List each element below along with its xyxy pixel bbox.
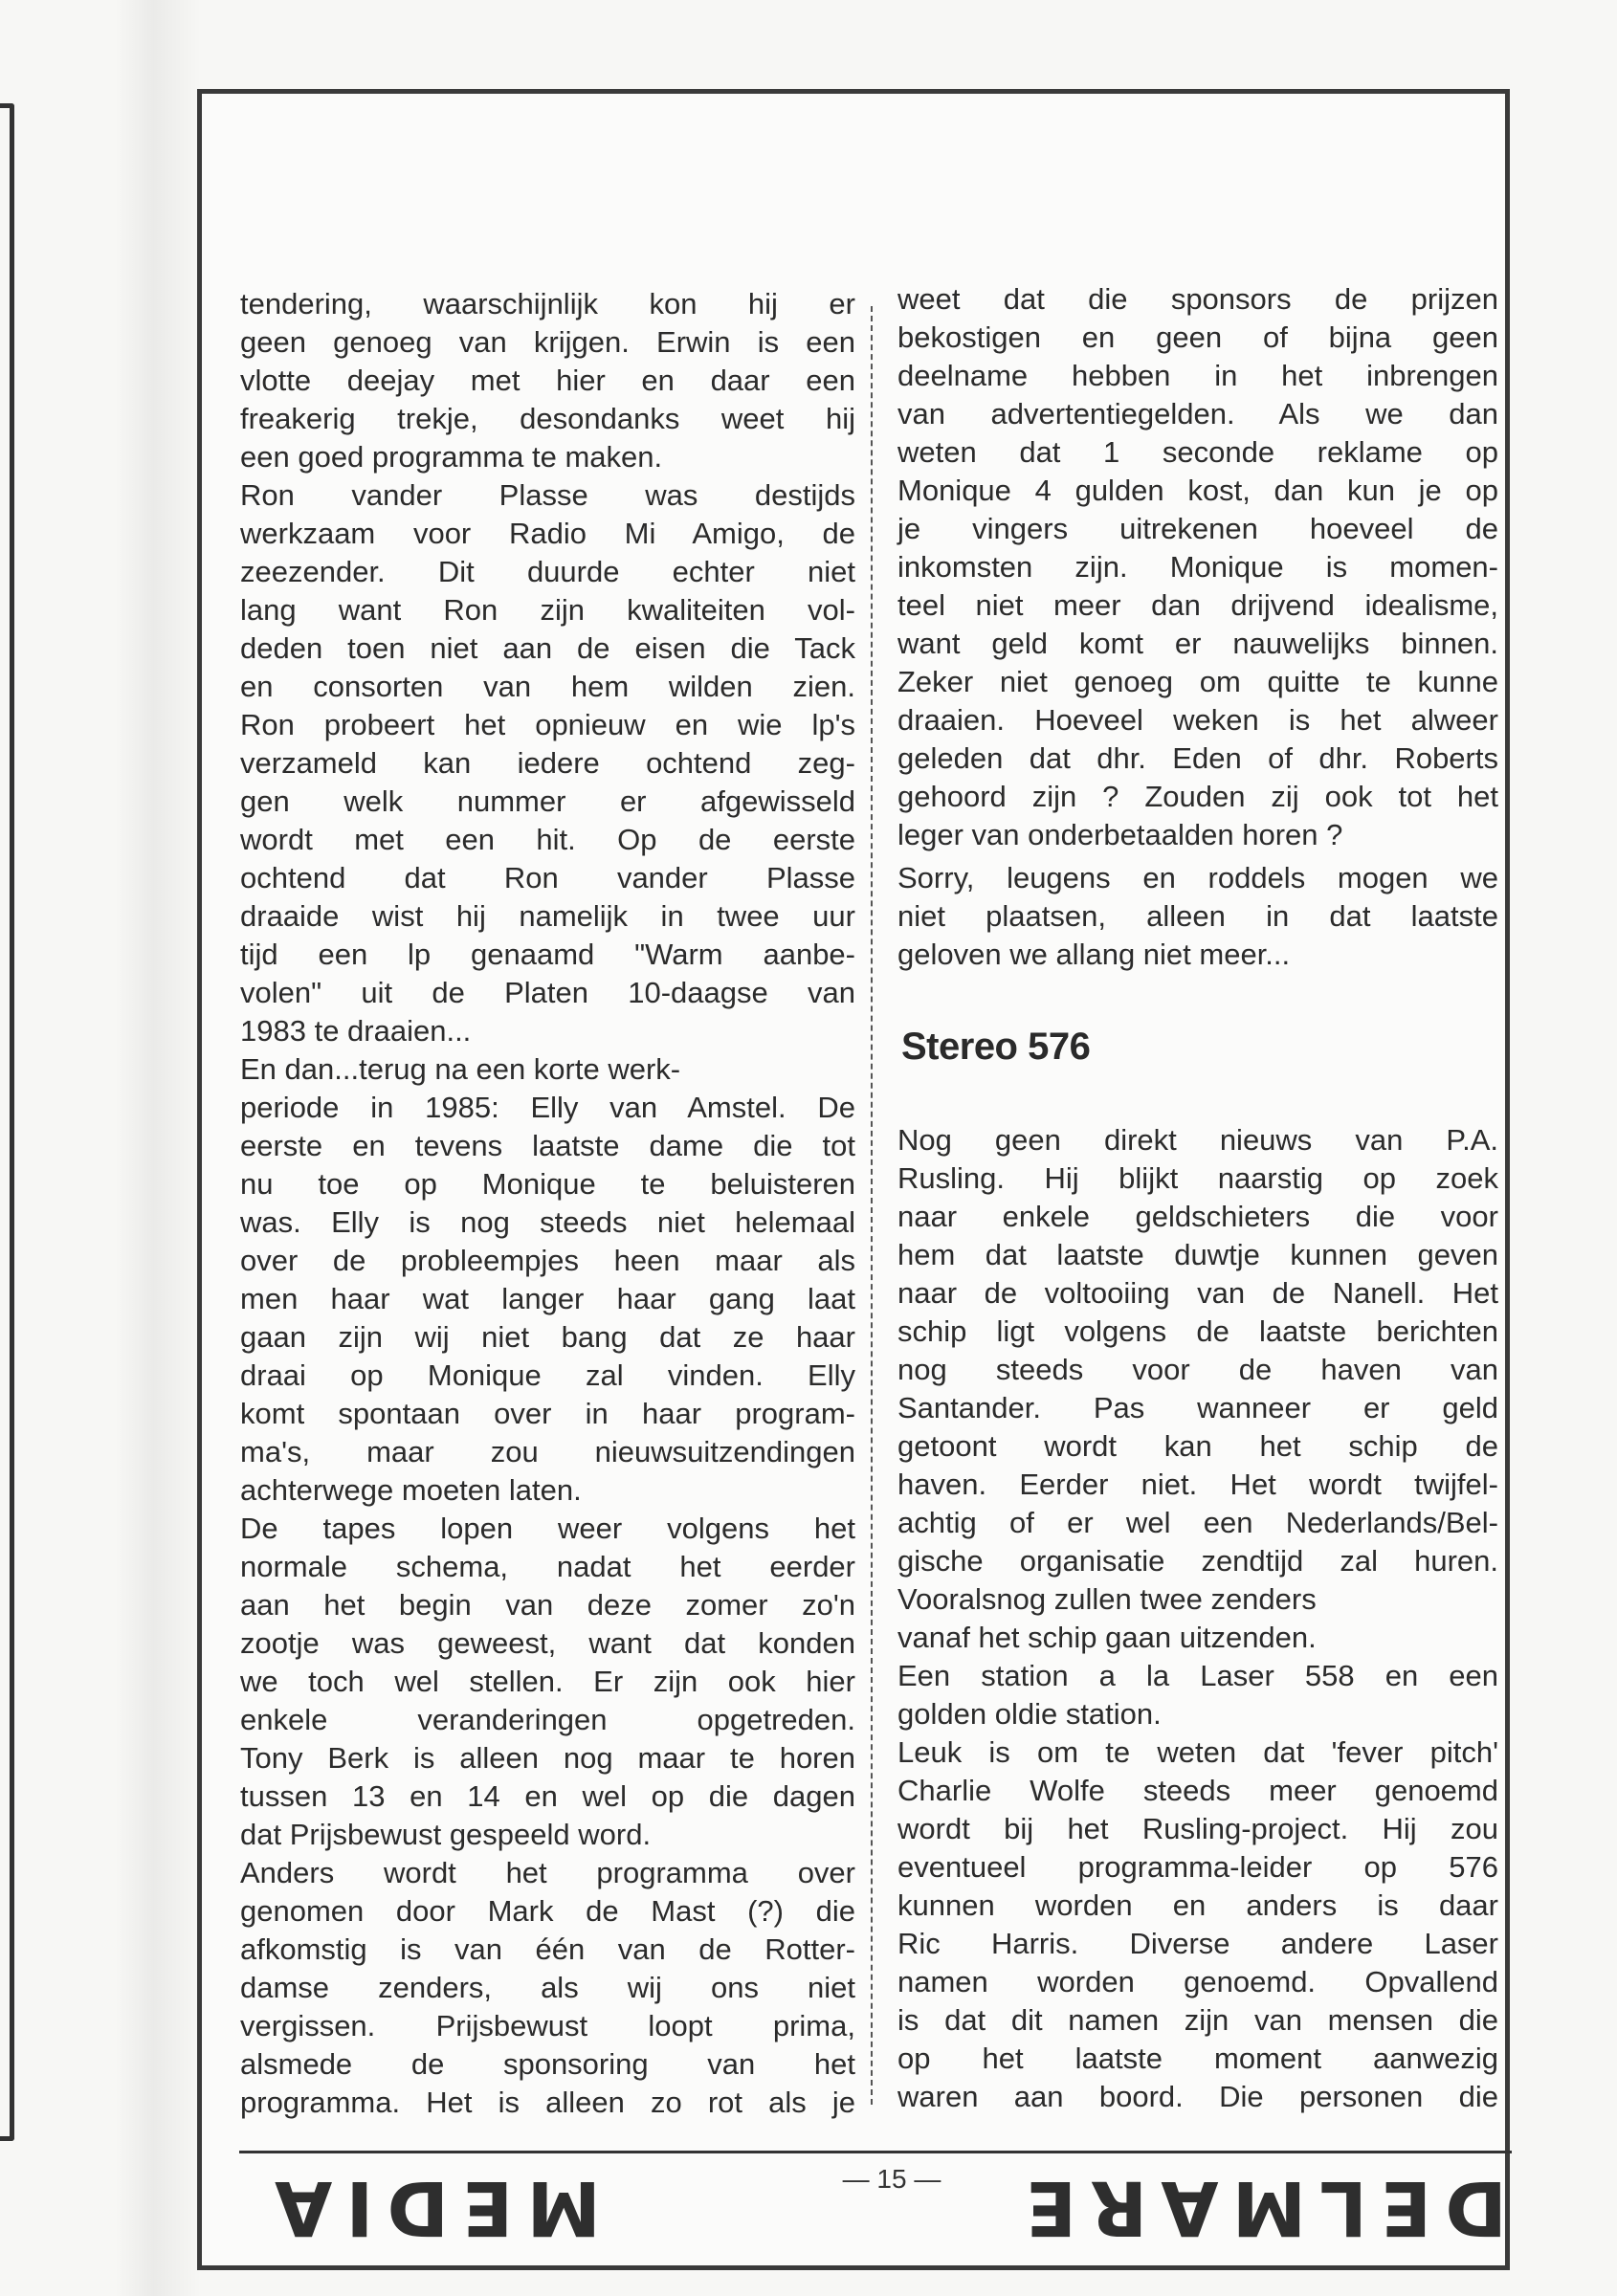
- text-line: niet plaatsen, alleen in dat laatste: [897, 899, 1498, 933]
- text-line: haven. Eerder niet. Het wordt twijfel-: [897, 1468, 1498, 1501]
- text-line: gische organisatie zendtijd zal huren.: [897, 1544, 1498, 1578]
- text-line: En dan...terug na een korte werk-: [240, 1052, 681, 1086]
- text-line: weten dat 1 seconde reklame op: [897, 435, 1498, 469]
- text-line: draaide wist hij namelijk in twee uur: [240, 899, 855, 933]
- page-gutter-shadow: [115, 0, 201, 2296]
- text-line: Nog geen direkt nieuws van P.A.: [897, 1123, 1498, 1157]
- text-line: enkele veranderingen opgetreden.: [240, 1703, 855, 1736]
- text-line: en consorten van hem wilden zien.: [240, 670, 855, 703]
- text-line: komt spontaan over in haar program-: [240, 1397, 855, 1430]
- text-line: waren aan boord. Die personen die: [897, 2080, 1498, 2113]
- text-line: weet dat die sponsors de prijzen: [897, 282, 1498, 316]
- text-line: tijd een lp genaamd "Warm aanbe-: [240, 938, 855, 971]
- text-line: vanaf het schip gaan uitzenden.: [897, 1621, 1317, 1654]
- text-line: Charlie Wolfe steeds meer genoemd: [897, 1774, 1498, 1807]
- text-line: genomen door Mark de Mast (?) die: [240, 1894, 855, 1928]
- text-line: eerste en tevens laatste dame die tot: [240, 1129, 855, 1162]
- text-line: getoont wordt kan het schip de: [897, 1429, 1498, 1463]
- text-line: van advertentiegelden. Als we dan: [897, 397, 1498, 430]
- delmare-logo-text: DELMARE: [1011, 2164, 1507, 2250]
- column-divider: [871, 306, 873, 2105]
- text-line: alsmede de sponsoring van het: [240, 2047, 855, 2081]
- text-line: Zeker niet genoeg om quitte te kunne: [897, 665, 1498, 698]
- text-line: nu toe op Monique te beluisteren: [240, 1167, 855, 1201]
- text-line: wordt bij het Rusling-project. Hij zou: [897, 1812, 1498, 1845]
- text-line: deelname hebben in het inbrengen: [897, 359, 1498, 392]
- text-line: naar enkele geldschieters die voor: [897, 1200, 1498, 1233]
- page-number: — 15 —: [842, 2164, 941, 2194]
- text-line: een goed programma te maken.: [240, 440, 663, 474]
- text-line: Sorry, leugens en roddels mogen we: [897, 861, 1498, 894]
- text-line: gehoord zijn ? Zouden zij ook tot het: [897, 780, 1498, 813]
- text-line: Santander. Pas wanneer er geld: [897, 1391, 1498, 1424]
- text-line: achterwege moeten laten.: [240, 1473, 582, 1507]
- text-line: Leuk is om te weten dat 'fever pitch': [897, 1735, 1498, 1769]
- delmare-logo: [1011, 2164, 1507, 2250]
- text-line: programma. Het is alleen zo rot als je: [240, 2086, 855, 2119]
- text-line: ochtend dat Ron vander Plasse: [240, 861, 855, 894]
- text-line: geen genoeg van krijgen. Erwin is een: [240, 325, 855, 359]
- text-line: Rusling. Hij blijkt naarstig op zoek: [897, 1161, 1498, 1195]
- text-line: is dat dit namen zijn van mensen die: [897, 2003, 1498, 2037]
- text-line: normale schema, nadat het eerder: [240, 1550, 855, 1583]
- text-line: lang want Ron zijn kwaliteiten vol-: [240, 593, 855, 627]
- text-line: geleden dat dhr. Eden of dhr. Roberts: [897, 741, 1498, 775]
- text-line: aan het begin van deze zomer zo'n: [240, 1588, 855, 1622]
- text-line: want geld komt er nauwelijks binnen.: [897, 627, 1498, 660]
- text-line: vlotte deejay met hier en daar een: [240, 364, 855, 397]
- text-line: nog steeds voor de haven van: [897, 1353, 1498, 1386]
- text-line: freakerig trekje, desondanks weet hij: [240, 402, 855, 435]
- text-line: namen worden genoemd. Opvallend: [897, 1965, 1498, 1998]
- text-line: schip ligt volgens de laatste berichten: [897, 1314, 1498, 1348]
- text-line: deden toen niet aan de eisen die Tack: [240, 631, 855, 665]
- text-line: men haar wat langer haar gang laat: [240, 1282, 855, 1315]
- text-line: gen welk nummer er afgewisseld: [240, 784, 855, 818]
- text-line: volen" uit de Platen 10-daagse van: [240, 976, 855, 1009]
- text-line: achtig of er wel een Nederlands/Bel-: [897, 1506, 1498, 1539]
- text-line: golden oldie station.: [897, 1697, 1162, 1731]
- text-line: tendering, waarschijnlijk kon hij er: [240, 287, 855, 320]
- text-line: op het laatste moment aanwezig: [897, 2042, 1498, 2075]
- text-line: zeezender. Dit duurde echter niet: [240, 555, 855, 588]
- text-line: dat Prijsbewust gespeeld word.: [240, 1818, 652, 1851]
- text-line: Vooralsnog zullen twee zenders: [897, 1582, 1317, 1616]
- text-line: over de probleempjes heen maar als: [240, 1244, 855, 1277]
- text-line: De tapes lopen weer volgens het: [240, 1512, 855, 1545]
- text-line: Monique 4 gulden kost, dan kun je op: [897, 474, 1498, 507]
- text-line: periode in 1985: Elly van Amstel. De: [240, 1091, 855, 1124]
- text-line: leger van onderbetaalden horen ?: [897, 818, 1343, 851]
- text-line: zootje was geweest, want dat konden: [240, 1626, 855, 1660]
- text-line: inkomsten zijn. Monique is momen-: [897, 550, 1498, 584]
- text-line: kunnen worden en anders is daar: [897, 1888, 1498, 1922]
- text-line: Een station a la Laser 558 en een: [897, 1659, 1498, 1692]
- text-line: hem dat laatste duwtje kunnen geven: [897, 1238, 1498, 1271]
- text-line: Anders wordt het programma over: [240, 1856, 855, 1889]
- text-line: je vingers uitrekenen hoeveel de: [897, 512, 1498, 545]
- text-line: geloven we allang niet meer...: [897, 938, 1291, 971]
- text-line: damse zenders, als wij ons niet: [240, 1971, 855, 2004]
- text-line: werkzaam voor Radio Mi Amigo, de: [240, 517, 855, 550]
- media-logo: [247, 2164, 601, 2250]
- text-line: tussen 13 en 14 en wel op die dagen: [240, 1779, 855, 1813]
- text-line: afkomstig is van één van de Rotter-: [240, 1932, 855, 1966]
- text-line: draaien. Hoeveel weken is het alweer: [897, 703, 1498, 737]
- text-line: Ric Harris. Diverse andere Laser: [897, 1927, 1498, 1960]
- text-line: Ron probeert het opnieuw en wie lp's: [240, 708, 855, 741]
- text-line: ma's, maar zou nieuwsuitzendingen: [240, 1435, 855, 1468]
- text-line: was. Elly is nog steeds niet helemaal: [240, 1205, 855, 1239]
- text-line: vergissen. Prijsbewust loopt prima,: [240, 2009, 855, 2042]
- text-line: Ron vander Plasse was destijds: [240, 478, 855, 512]
- media-logo-text: MEDIA: [260, 2164, 601, 2250]
- text-line: eventueel programma-leider op 576: [897, 1850, 1498, 1884]
- text-line: 1983 te draaien...: [240, 1014, 472, 1048]
- text-line: teel niet meer dan drijvend idealisme,: [897, 588, 1498, 622]
- text-line: we toch wel stellen. Er zijn ook hier: [240, 1665, 855, 1698]
- text-line: verzameld kan iedere ochtend zeg-: [240, 746, 855, 780]
- text-line: draai op Monique zal vinden. Elly: [240, 1358, 855, 1392]
- footer-rule: [239, 2151, 1512, 2153]
- section-heading-stereo-576: Stereo 576: [901, 1026, 1091, 1068]
- previous-page-frame-edge: [0, 103, 14, 2141]
- text-line: gaan zijn wij niet bang dat ze haar: [240, 1320, 855, 1354]
- text-line: Tony Berk is alleen nog maar te horen: [240, 1741, 855, 1775]
- text-line: naar de voltooiing van de Nanell. Het: [897, 1276, 1498, 1310]
- text-line: bekostigen en geen of bijna geen: [897, 320, 1498, 354]
- text-line: wordt met een hit. Op de eerste: [240, 823, 855, 856]
